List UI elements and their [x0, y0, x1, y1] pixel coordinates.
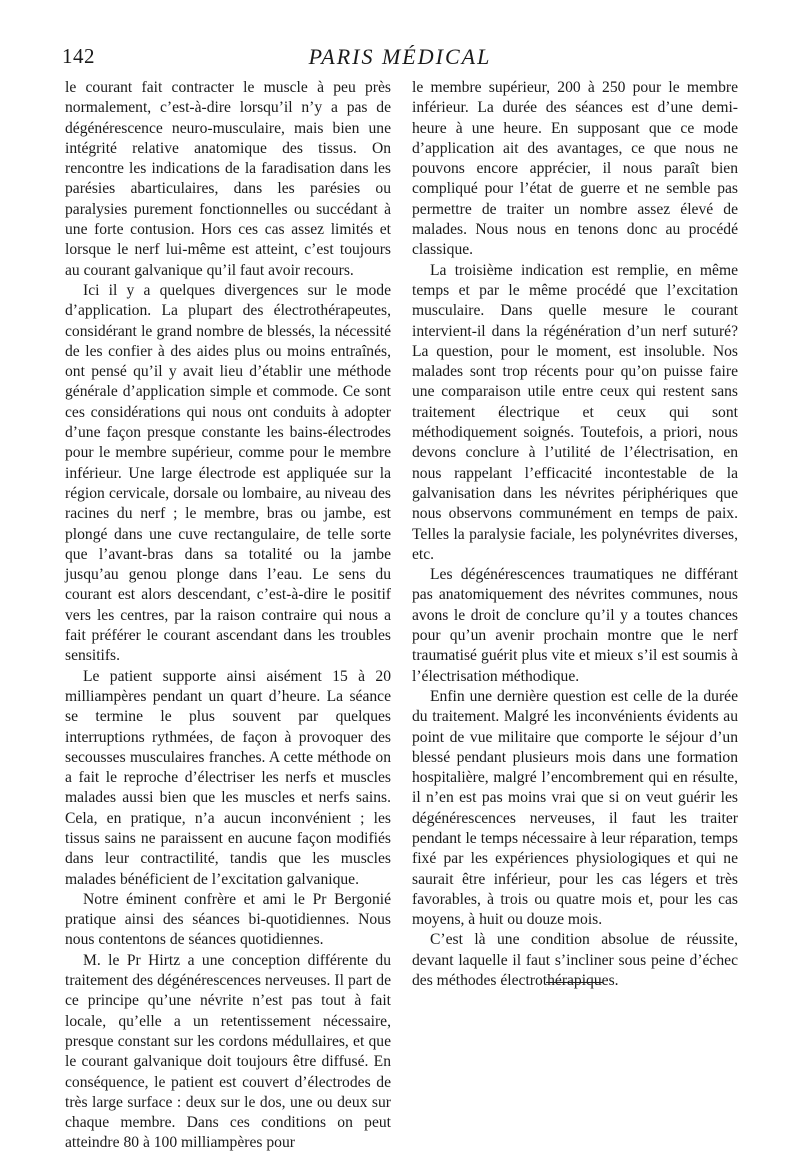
paragraph: Le patient supporte ainsi aisément 15 à 20 milliampères pendant un quart d’heure. La séance se termine le plus souvent par quelques interruptions rythmées, de façon à provoquer des secousses musculaires franches. A cette méthode on a fait le reproche d’électriser les nerfs et muscles malades aussi bien que les muscles et nerfs sains. Cela, en pratique, n’a aucun inconvénient ; les tissus sains ne paraissent en aucune façon modifiés dans leur contractilité, tandis que les muscles malades bénéficient de l’excitation galvanique. [65, 667, 391, 888]
running-title: PARIS MÉDICAL [308, 44, 492, 69]
page-number: 142 [62, 44, 95, 68]
page-header [62, 44, 738, 72]
end-rule [546, 982, 603, 983]
paragraph: Enfin une dernière question est celle de la durée du traitement. Malgré les inconvénients évidents au point de vue militaire que comporte le séjour d’un blessé pendant plusieurs mois dans une formation hospitalière, malgré l’encombrement qui en résulte, il n’en est pas moins vrai que si on veut guérir les dégénérescences nerveuses, il faut les traiter pendant le temps nécessaire à leur réparation, temps fixé par les expériences physiologiques et qui ne saurait être inférieur, pour les cas légers et très favorables, à trois ou quatre mois et, pour les cas moyens, à huit ou douze mois. [412, 687, 738, 929]
paragraph: M. le Pr Hirtz a une conception différente du traitement des dégénérescences nerveuses. Il part de ce principe qu’une névrite n’est pas tout à fait locale, qu’elle a un retentissement nécessaire, presque constant sur les cordons médullaires, et que le courant galvanique doit toujours être diffusé. En conséquence, le patient est couvert d’électrodes de très large surface : deux sur le dos, une ou deux sur chaque membre. Dans ces conditions on peut atteindre 80 à 100 milliampères pour [65, 951, 391, 1152]
right-column [412, 78, 738, 991]
paragraph: Les dégénérescences traumatiques ne différant pas anatomiquement des névrites communes, nous avons le droit de conclure qu’il y a toutes chances pour qu’un avenir prochain montre que le nerf traumatisé guérit plus vite et mieux s’il est soumis à l’électrisation méthodique. [412, 566, 738, 685]
left-column [65, 78, 391, 1154]
paragraph: le courant fait contracter le muscle à peu près normalement, c’est-à-dire lorsqu’il n’y a pas de dégénérescence neuro-musculaire, mais bien une intégrité relative anatomique des tissus. On rencontre les indications de la faradisation dans les parésies abarticulaires, dans les parésies ou paralysies purement fonctionnelles ou succédant à une forte contusion. Hors ces cas assez limités et lorsque le nerf lui-même est atteint, c’est toujours au courant galvanique qu’il faut avoir recours. [65, 79, 391, 279]
paragraph: La troisième indication est remplie, en même temps et par le même procédé que l’excitation musculaire. Dans quelle mesure le courant intervient-il dans la régénération d’un nerf suturé? La question, pour le moment, est insoluble. Nos malades sont trop récents pour qu’on puisse faire une comparaison utile entre ceux qui restent sans traitement électrique et ceux qui sont méthodiquement soignés. Toutefois, a priori, nous devons conclure à l’utilité de l’électrisation, en nous rappelant l’efficacité incontestable de la galvanisation dans les névrites périphériques que nous observons communément en temps de paix. Telles la paralysie faciale, les polynévrites diverses, etc. [412, 261, 738, 563]
paragraph: le membre supérieur, 200 à 250 pour le membre inférieur. La durée des séances est d’une demi-heure à une heure. En supposant que ce mode d’application ait des avantages, ce que nous ne pouvons encore apprécier, il nous paraît bien compliqué pour l’état de guerre et ne semble pas permettre de traiter un nombre assez élevé de malades. Nous nous en tenons donc au procédé classique. [412, 79, 738, 259]
paragraph: Notre éminent confrère et ami le Pr Bergonié pratique ainsi des séances bi-quotidiennes. Nous nous contentons de séances quotidiennes. [65, 890, 391, 949]
paragraph: C’est là une condition absolue de réussite, devant laquelle il faut s’incliner sous peine d’échec des méthodes électrothérapiques. [412, 931, 738, 990]
paragraph: Ici il y a quelques divergences sur le mode d’application. La plupart des électrothérapeutes, considérant le grand nombre de blessés, la nécessité de les confier à des aides plus ou moins entraînés, ont pensé qu’il y avait lieu d’établir une méthode générale d’application simple et commode. Ce sont ces considérations qui nous ont conduits à adopter d’une façon presque constante les bains-électrodes pour le membre supérieur, comme pour le membre inférieur. Une large électrode est appliquée sur la région cervicale, dorsale ou lombaire, au niveau des racines du nerf ; le membre, bras ou jambe, est plongé dans une cuve rectangulaire, de telle sorte que l’avant-bras dans sa totalité ou la jambe jusqu’au genou plonge dans l’eau. Le sens du courant est alors descendant, c’est-à-dire le positif vers les centres, par la raison contraire qui nous a fait préférer le courant ascendant dans les troubles sensitifs. [65, 281, 391, 665]
